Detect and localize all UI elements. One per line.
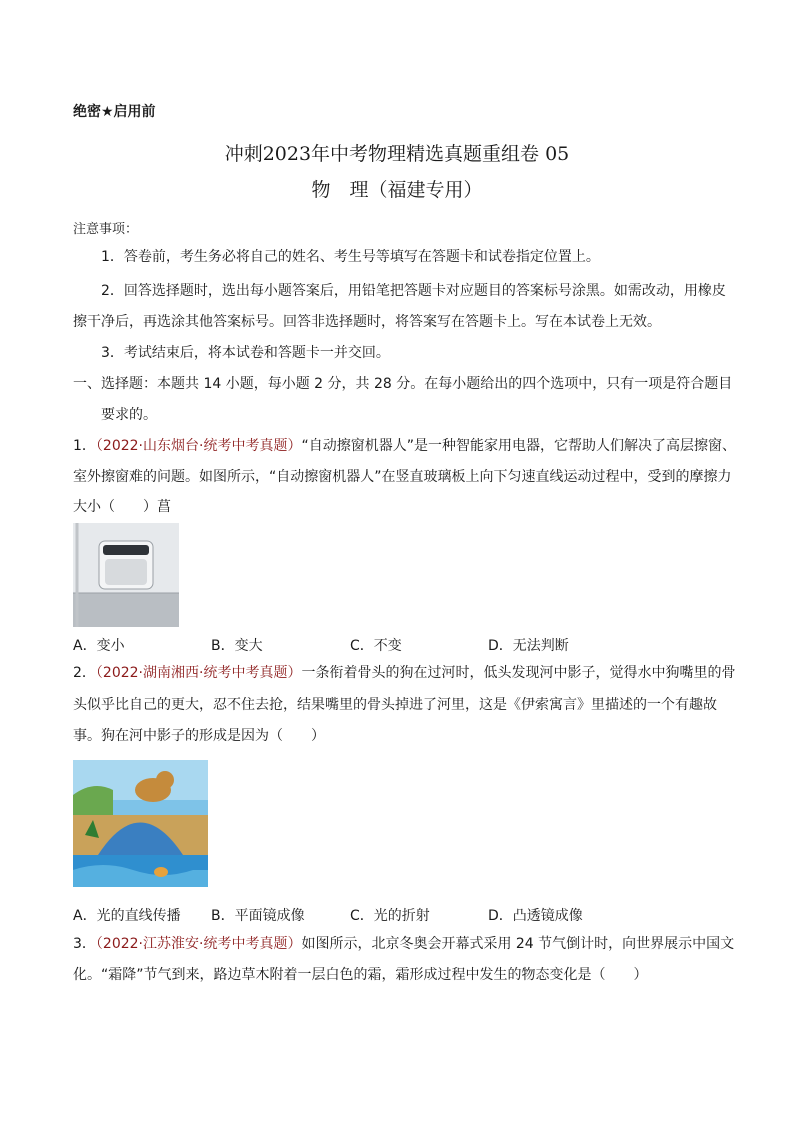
- question-source: （2022·山东烟台·统考中考真题）: [95, 438, 302, 454]
- note-item: 3．考试结束后，将本试卷和答题卡一并交回。: [101, 345, 390, 361]
- question-3-line: 化。“霜降”节气到来，路边草木附着一层白色的霜，霜形成过程中发生的物态变化是（ ）: [73, 967, 648, 983]
- question-text: 一条衔着骨头的狗在过河时，低头发现河中影子，觉得水中狗嘴里的骨: [301, 665, 736, 681]
- question-1-stem: [73, 439, 736, 453]
- note-item: 2．回答选择题时，选出每小题答案后，用铅笔把答题卡对应题目的答案标号涂黑。如需改动，用橡皮: [101, 283, 726, 299]
- question-number: 2．: [73, 665, 96, 681]
- question-text: “自动擦窗机器人”是一种智能家用电器，它帮助人们解决了高层擦窗、: [301, 438, 736, 454]
- dog-bridge-cartoon-image: [73, 760, 208, 887]
- note-item: 1．答卷前，考生务必将自己的姓名、考生号等填写在答题卡和试卷指定位置上。: [101, 249, 600, 265]
- question-3-stem: [73, 937, 734, 951]
- paper-title: 冲刺2023年中考物理精选真题重组卷 05: [224, 143, 570, 165]
- notes-heading: 注意事项：: [73, 222, 139, 237]
- option-a[interactable]: A．光的直线传播: [73, 908, 181, 924]
- option-c[interactable]: C．光的折射: [350, 908, 430, 924]
- window-robot-image: [73, 523, 179, 627]
- question-1-line: 室外擦窗难的问题。如图所示，“自动擦窗机器人”在竖直玻璃板上向下匀速直线运动过程中，受到的摩擦力: [73, 469, 732, 485]
- question-source: （2022·湖南湘西·统考中考真题）: [95, 665, 302, 681]
- question-text: 如图所示，北京冬奥会开幕式采用 24 节气倒计时，向世界展示中国文: [301, 936, 735, 952]
- question-number: 3．: [73, 936, 96, 952]
- option-b[interactable]: B．变大: [211, 638, 263, 654]
- option-d[interactable]: D．无法判断: [488, 638, 569, 654]
- option-a[interactable]: A．变小: [73, 638, 125, 654]
- option-c[interactable]: C．不变: [350, 638, 402, 654]
- question-2-line: 头似乎比自己的更大，忍不住去抢，结果嘴里的骨头掉进了河里，这是《伊索寓言》里描述的一个有趣故: [73, 697, 717, 713]
- question-2-line: 事。狗在河中影子的形成是因为（ ）: [73, 728, 325, 744]
- confidential-mark: 绝密★启用前: [73, 104, 156, 120]
- question-number: 1．: [73, 438, 96, 454]
- section-heading-cont: 要求的。: [101, 407, 157, 423]
- note-item: 擦干净后，再选涂其他答案标号。回答非选择题时，将答案写在答题卡上。写在本试卷上无效。: [73, 314, 661, 330]
- section-heading: 一、选择题：本题共 14 小题，每小题 2 分，共 28 分。在每小题给出的四个选项中，只有一项是符合题目: [73, 376, 733, 392]
- option-d[interactable]: D．凸透镜成像: [488, 908, 583, 924]
- question-source: （2022·江苏淮安·统考中考真题）: [95, 936, 302, 952]
- paper-subtitle: 物 理（福建专用）: [311, 179, 483, 201]
- question-2-stem: [73, 666, 735, 680]
- option-b[interactable]: B．平面镜成像: [211, 908, 305, 924]
- question-1-line: 大小（ ）菖: [73, 499, 171, 515]
